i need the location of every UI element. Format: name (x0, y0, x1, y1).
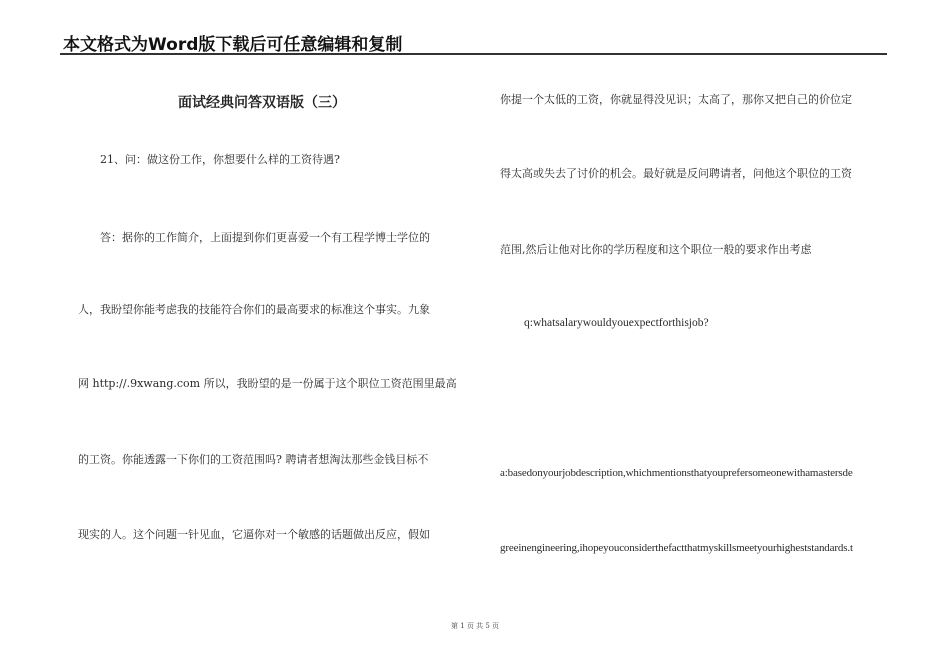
left-column-line-1: 21、问：做这份工作，你想要什么样的工资待遇? (100, 153, 340, 166)
left-column-line-6: 现实的人。这个问题一针见血，它逼你对一个敏感的话题做出反应，假如 (78, 528, 430, 541)
document-title: 面试经典问答双语版（三） (178, 95, 346, 111)
right-column-line-2: 得太高或失去了讨价的机会。最好就是反问聘请者，问他这个职位的工资 (500, 167, 852, 180)
left-column-line-4: 网 http://.9xwang.com 所以，我盼望的是一份属于这个职位工资范围里最高 (78, 377, 457, 390)
right-column-line-4: q:whatsalarywouldyouexpectforthisjob? (524, 317, 709, 329)
right-column-line-3: 范围,然后让他对比你的学历程度和这个职位一般的要求作出考虑 (500, 243, 812, 256)
right-column-line-1: 你提一个太低的工资，你就显得没见识；太高了，那你又把自己的价位定 (500, 93, 852, 106)
left-column-line-5: 的工资。你能透露一下你们的工资范围吗? 聘请者想淘汰那些金钱目标不 (78, 453, 429, 466)
header-banner: 本文格式为Word版下载后可任意编辑和复制 (63, 35, 403, 55)
left-column-line-3: 人，我盼望你能考虑我的技能符合你们的最高要求的标准这个事实。九象 (78, 303, 430, 316)
left-column-line-2: 答：据你的工作简介，上面提到你们更喜爱一个有工程学博士学位的 (100, 231, 430, 244)
page-indicator: 第 1 页 共 5 页 (450, 622, 500, 630)
right-column-line-5: a:basedonyourjobdescription,whichmentionsthatyouprefersomeonewithamastersde (500, 467, 853, 479)
right-column-line-6: greeinengineering,ihopeyouconsiderthefactthatmyskillsmeetyourhigheststandards.t (500, 542, 853, 554)
header-rule (60, 53, 887, 55)
